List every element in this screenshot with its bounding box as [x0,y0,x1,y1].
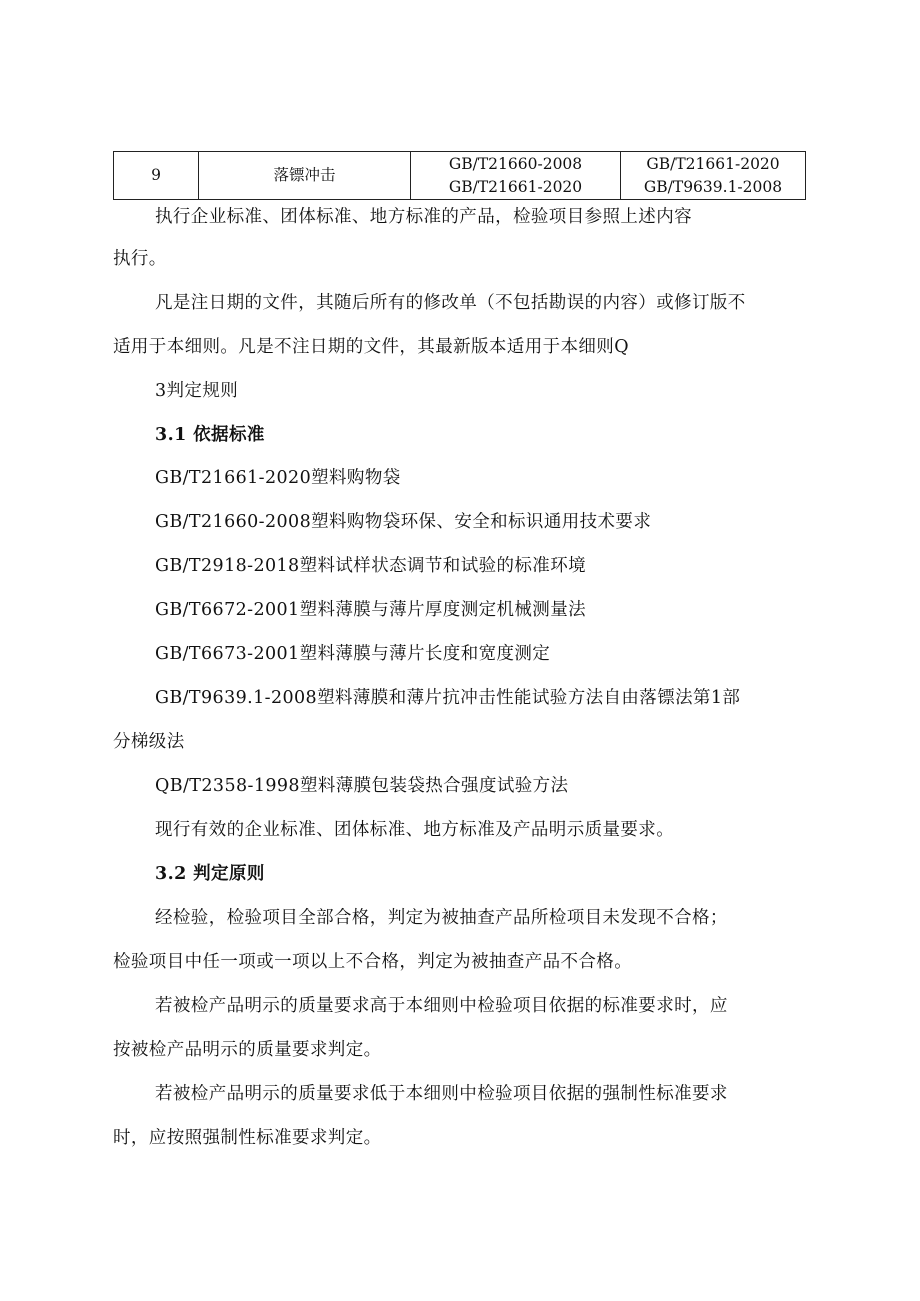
test-item-name: 落镖冲击 [273,166,336,184]
paragraph-line: 凡是注日期的文件，其随后所有的修改单（不包括勘误的内容）或修订版不 [155,293,746,313]
standard-reference: GB/T6672-2001塑料薄膜与薄片厚度测定机械测量法 [155,600,586,620]
standard-reference: GB/T9639.1-2008塑料薄膜和薄片抗冲击性能试验方法自由落镖法第1部 [155,688,741,708]
paragraph-line: 经检验，检验项目全部合格，判定为被抽查产品所检项目未发现不合格； [155,908,728,928]
paragraph-line: 按被检产品明示的质量要求判定。 [113,1040,382,1060]
paragraph-line: 执行企业标准、团体标准、地方标准的产品，检验项目参照上述内容 [155,207,692,227]
standard-reference: GB/T21661-2020塑料购物袋 [155,468,401,488]
standard-code: GB/T21660-2008 [448,154,583,173]
paragraph-line: 若被检产品明示的质量要求低于本细则中检验项目依据的强制性标准要求 [155,1084,728,1104]
standard-code: GB/T9639.1-2008 [643,177,783,196]
standard-code: GB/T21661-2020 [448,177,583,196]
standard-reference: GB/T21660-2008塑料购物袋环保、安全和标识通用技术要求 [155,512,652,532]
standard-reference: GB/T2918-2018塑料试样状态调节和试验的标准环境 [155,556,586,576]
subsection-heading: 3.1 依据标准 [155,425,265,445]
table-row [114,152,806,200]
subsection-heading: 3.2 判定原则 [155,864,265,884]
standard-cell-b [621,152,806,200]
row-number-cell [114,152,199,200]
standards-table [113,151,806,200]
standard-cell-a [411,152,621,200]
standard-reference: QB/T2358-1998塑料薄膜包装袋热合强度试验方法 [155,776,569,796]
row-number: 9 [151,166,161,184]
paragraph-line: 检验项目中任一项或一项以上不合格，判定为被抽查产品不合格。 [113,952,633,972]
paragraph-line: 执行。 [113,249,167,269]
test-item-cell [199,152,411,200]
paragraph-line: 若被检产品明示的质量要求高于本细则中检验项目依据的标准要求时，应 [155,996,728,1016]
standard-code: GB/T21661-2020 [646,154,780,173]
paragraph-line: 适用于本细则。凡是不注日期的文件，其最新版本适用于本细则Q [113,337,629,357]
section-heading: 3判定规则 [155,381,239,401]
standard-reference-continued: 分梯级法 [113,732,185,752]
paragraph-line: 现行有效的企业标准、团体标准、地方标准及产品明示质量要求。 [155,820,675,840]
standard-reference: GB/T6673-2001塑料薄膜与薄片长度和宽度测定 [155,644,551,664]
paragraph-line: 时，应按照强制性标准要求判定。 [113,1128,382,1148]
